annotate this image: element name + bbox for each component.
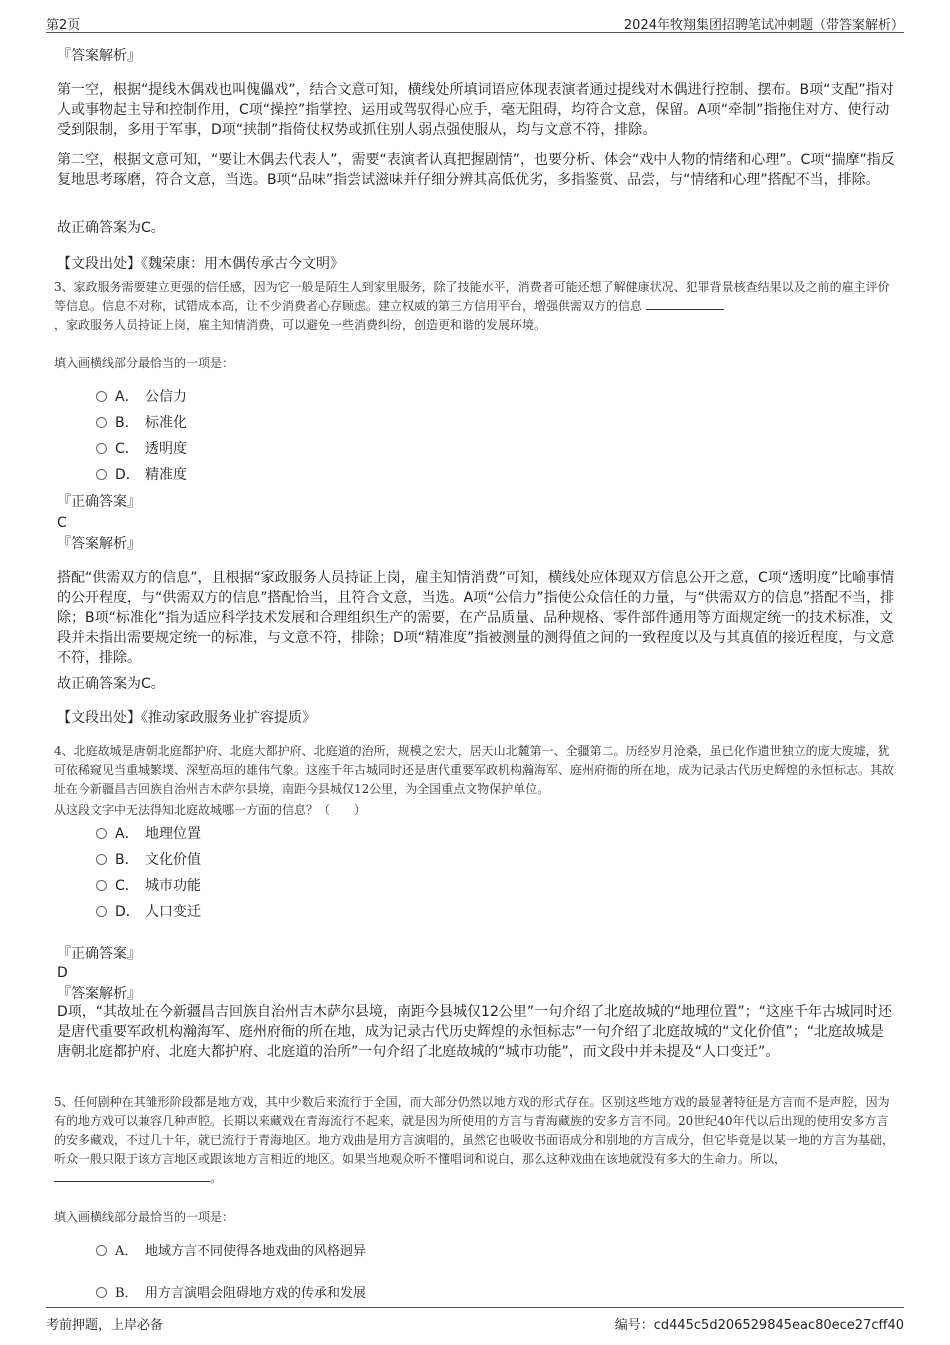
q4-option-c[interactable] bbox=[96, 876, 201, 896]
q3-option-a[interactable] bbox=[96, 387, 187, 407]
option-text: 透明度 bbox=[145, 441, 187, 457]
q4-analysis: D项，“其故址在今新疆昌吉回族自治州吉木萨尔县境，南距今县城仅12公里”一句介绍了北庭故城的“地理位置”；“这座千年古城同时还是唐代重要军政机构瀚海军、庭州府衙的所在地，成为记录古代历史辉煌的永恒标志”一句介绍了北庭故城的“文化价值”；“北庭故城是唐朝北庭都护府、北庭大都护府、北庭道的治所”一句介绍了北庭故城的“城市功能”，而文段中并未提及“人口变迁”。 bbox=[57, 1004, 892, 1060]
option-letter: B． bbox=[115, 852, 139, 868]
option-letter: A． bbox=[115, 826, 139, 842]
q4-option-b[interactable] bbox=[96, 850, 201, 870]
q3-answer: C bbox=[57, 515, 67, 531]
q3-stem-part1: 3、家政服务需要建立更强的信任感，因为它一般是陌生人到家里服务，除了技能水平，消费者可能还想了解健康状况、犯罪背景核查结果以及之前的雇主评价等信息。信息不对称，试错成本高，让不少消费者心存顾虑。建立权威的第三方信用平台，增强供需双方的信息 bbox=[54, 280, 890, 313]
option-letter: D． bbox=[115, 467, 140, 483]
option-text: 标准化 bbox=[145, 415, 187, 431]
q4-answer-label: 『正确答案』 bbox=[57, 946, 141, 962]
q5-prompt: 填入画横线部分最恰当的一项是： bbox=[54, 1210, 235, 1224]
option-letter: C． bbox=[115, 878, 139, 894]
q3-stem-part2: ，家政服务人员持证上岗，雇主知情消费，可以避免一些消费纠纷，创造更和谐的发展环境。 bbox=[54, 318, 547, 332]
q2-analysis-para1: 第一空，根据“提线木偶戏也叫傀儡戏”，结合文意可知，横线处所填词语应体现表演者通过提线对木偶进行控制、摆布。B项“支配”指对人或事物起主导和控制作用，C项“操控”指掌控、运用或驾驭得心应手，毫无阻碍，均符合文意，保留。A项“牵制”指拖住对方、使行动受到限制，多用于军事，D项“挟制”指倚仗权势或抓住别人弱点强使服从，均与文意不符，排除。 bbox=[57, 82, 894, 138]
q3-blank bbox=[646, 297, 724, 310]
q4-stem: 4、北庭故城是唐朝北庭都护府、北庭大都护府、北庭道的治所，规模之宏大，居天山北麓第一、全疆第二。历经岁月沧桑，虽已化作遗世独立的庞大废墟，犹可依稀窥见当重城繁墣、深堑高垣的雄伟气象。这座千年古城同时还是唐代重要军政机构瀚海军、庭州府衙的所在地，成为记录古代历史辉煌的永恒标志。其故址在今新疆昌吉回族自治州吉木萨尔县境，南距今县城仅12公里，为全国重点文物保护单位。 bbox=[54, 744, 895, 796]
option-letter: A． bbox=[115, 1244, 138, 1259]
q5-blank bbox=[54, 1169, 210, 1182]
q3-analysis-label: 『答案解析』 bbox=[57, 536, 141, 552]
q2-analysis-para2: 第二空，根据文意可知，“要让木偶去代表人”，需要“表演者认真把握剧情”，也要分析、体会“戏中人物的情绪和心理”。C项“揣摩”指反复地思考琢磨，符合文意，当选。B项“品味”指尝试滋味并仔细分辨其高低优劣，多指鉴赏、品尝，与“情绪和心理”搭配不当，排除。 bbox=[57, 152, 895, 188]
option-text: 公信力 bbox=[145, 389, 187, 405]
q5-stem-text: 5、任何剧种在其雏形阶段都是地方戏，其中少数后来流行于全国，而大部分仍然以地方戏的形式存在。区别这些地方戏的最显著特征是方言而不是声腔，因为有的地方戏可以兼容几种声腔。长期以来藏戏在青海流行不起来，就是因为所使用的方言与青海藏族的安多方言不同。20世纪40年代以后出现的使用安多方言的安多藏戏，不过几十年，就已流行于青海地区。地方戏曲是用方言演唱的，虽然它也吸收书面语成分和别地的方言成分，但它毕竟是以某一地的方言为基础，听众一般只限于该方言地区或跟该地方言相近的地区。如果当地观众听不懂唱词和说白，那么这种戏曲在该地就没有多大的生命力。所以， bbox=[54, 1095, 895, 1166]
q4-analysis-label: 『答案解析』 bbox=[57, 986, 141, 1002]
option-letter: B． bbox=[115, 415, 139, 431]
radio-icon[interactable] bbox=[96, 391, 107, 402]
q3-analysis: 搭配“供需双方的信息”，且根据“家政服务人员持证上岗，雇主知情消费”可知，横线处应体现双方信息公开之意，C项“透明度”比喻事情的公开程度，与“供需双方的信息”搭配恰当，且符合文意，当选。A项“公信力”指使公众信任的力量，与“供需双方的信息”搭配不当，排除；B项“标准化”指为适应科学技术发展和合理组织生产的需要，在产品质量、品种规格、零件部件通用等方面规定统一的技术标准，文段并未指出需要规定统一的标准，与文意不符，排除；D项“精准度”指被测量的测得值之间的一致程度以及与其真值的接近程度，与文意不符，排除。 bbox=[57, 570, 895, 666]
q3-option-c[interactable] bbox=[96, 439, 187, 459]
radio-icon[interactable] bbox=[96, 906, 107, 917]
option-text: 地理位置 bbox=[145, 826, 201, 842]
q3-answer-label: 『正确答案』 bbox=[57, 494, 141, 510]
option-letter: C． bbox=[115, 441, 139, 457]
option-text: 精准度 bbox=[145, 467, 187, 483]
option-letter: B． bbox=[115, 1286, 138, 1301]
q5-stem-end: 。 bbox=[210, 1171, 223, 1185]
q4-option-d[interactable] bbox=[96, 902, 201, 922]
q5-stem bbox=[54, 1093, 900, 1188]
q4-answer: D bbox=[57, 965, 68, 981]
option-text: 用方言演唱会阻碍地方戏的传承和发展 bbox=[145, 1286, 367, 1301]
radio-icon[interactable] bbox=[96, 1287, 107, 1298]
radio-icon[interactable] bbox=[96, 417, 107, 428]
document-id: 编号：cd445c5d206529845eac80ece27cff40 bbox=[614, 1318, 904, 1333]
q3-stem bbox=[54, 278, 900, 335]
q2-conclusion: 故正确答案为C。 bbox=[57, 220, 165, 236]
q3-option-b[interactable] bbox=[96, 413, 187, 433]
q2-source: 【文段出处】《魏荣康：用木偶传承古今文明》 bbox=[57, 256, 344, 272]
option-text: 文化价值 bbox=[145, 852, 201, 868]
q2-analysis-label: 『答案解析』 bbox=[57, 48, 141, 64]
radio-icon[interactable] bbox=[96, 828, 107, 839]
radio-icon[interactable] bbox=[96, 880, 107, 891]
footer-slogan: 考前押题，上岸必备 bbox=[46, 1318, 164, 1333]
option-letter: D． bbox=[115, 904, 140, 920]
q4-question: 从这段文字中无法得知北庭故城哪一方面的信息？（ ） bbox=[54, 803, 367, 817]
option-text: 城市功能 bbox=[145, 878, 201, 894]
q3-option-d[interactable] bbox=[96, 465, 187, 485]
page-header bbox=[46, 10, 904, 33]
option-text: 人口变迁 bbox=[145, 904, 201, 920]
radio-icon[interactable] bbox=[96, 854, 107, 865]
radio-icon[interactable] bbox=[96, 469, 107, 480]
q5-option-b[interactable] bbox=[96, 1284, 366, 1304]
document-title: 2024年牧翔集团招聘笔试冲刺题（带答案解析） bbox=[623, 18, 904, 33]
q5-option-a[interactable] bbox=[96, 1242, 366, 1262]
option-letter: A． bbox=[115, 389, 139, 405]
page-number: 第2页 bbox=[46, 18, 81, 33]
radio-icon[interactable] bbox=[96, 443, 107, 454]
option-text: 地域方言不同使得各地戏曲的风格迥异 bbox=[145, 1244, 367, 1259]
radio-icon[interactable] bbox=[96, 1245, 107, 1256]
q4-option-a[interactable] bbox=[96, 824, 201, 844]
q3-source: 【文段出处】《推动家政服务业扩容提质》 bbox=[57, 710, 316, 726]
q3-conclusion: 故正确答案为C。 bbox=[57, 676, 165, 692]
q3-prompt: 填入画横线部分最恰当的一项是： bbox=[54, 356, 235, 370]
page-footer bbox=[46, 1307, 904, 1332]
